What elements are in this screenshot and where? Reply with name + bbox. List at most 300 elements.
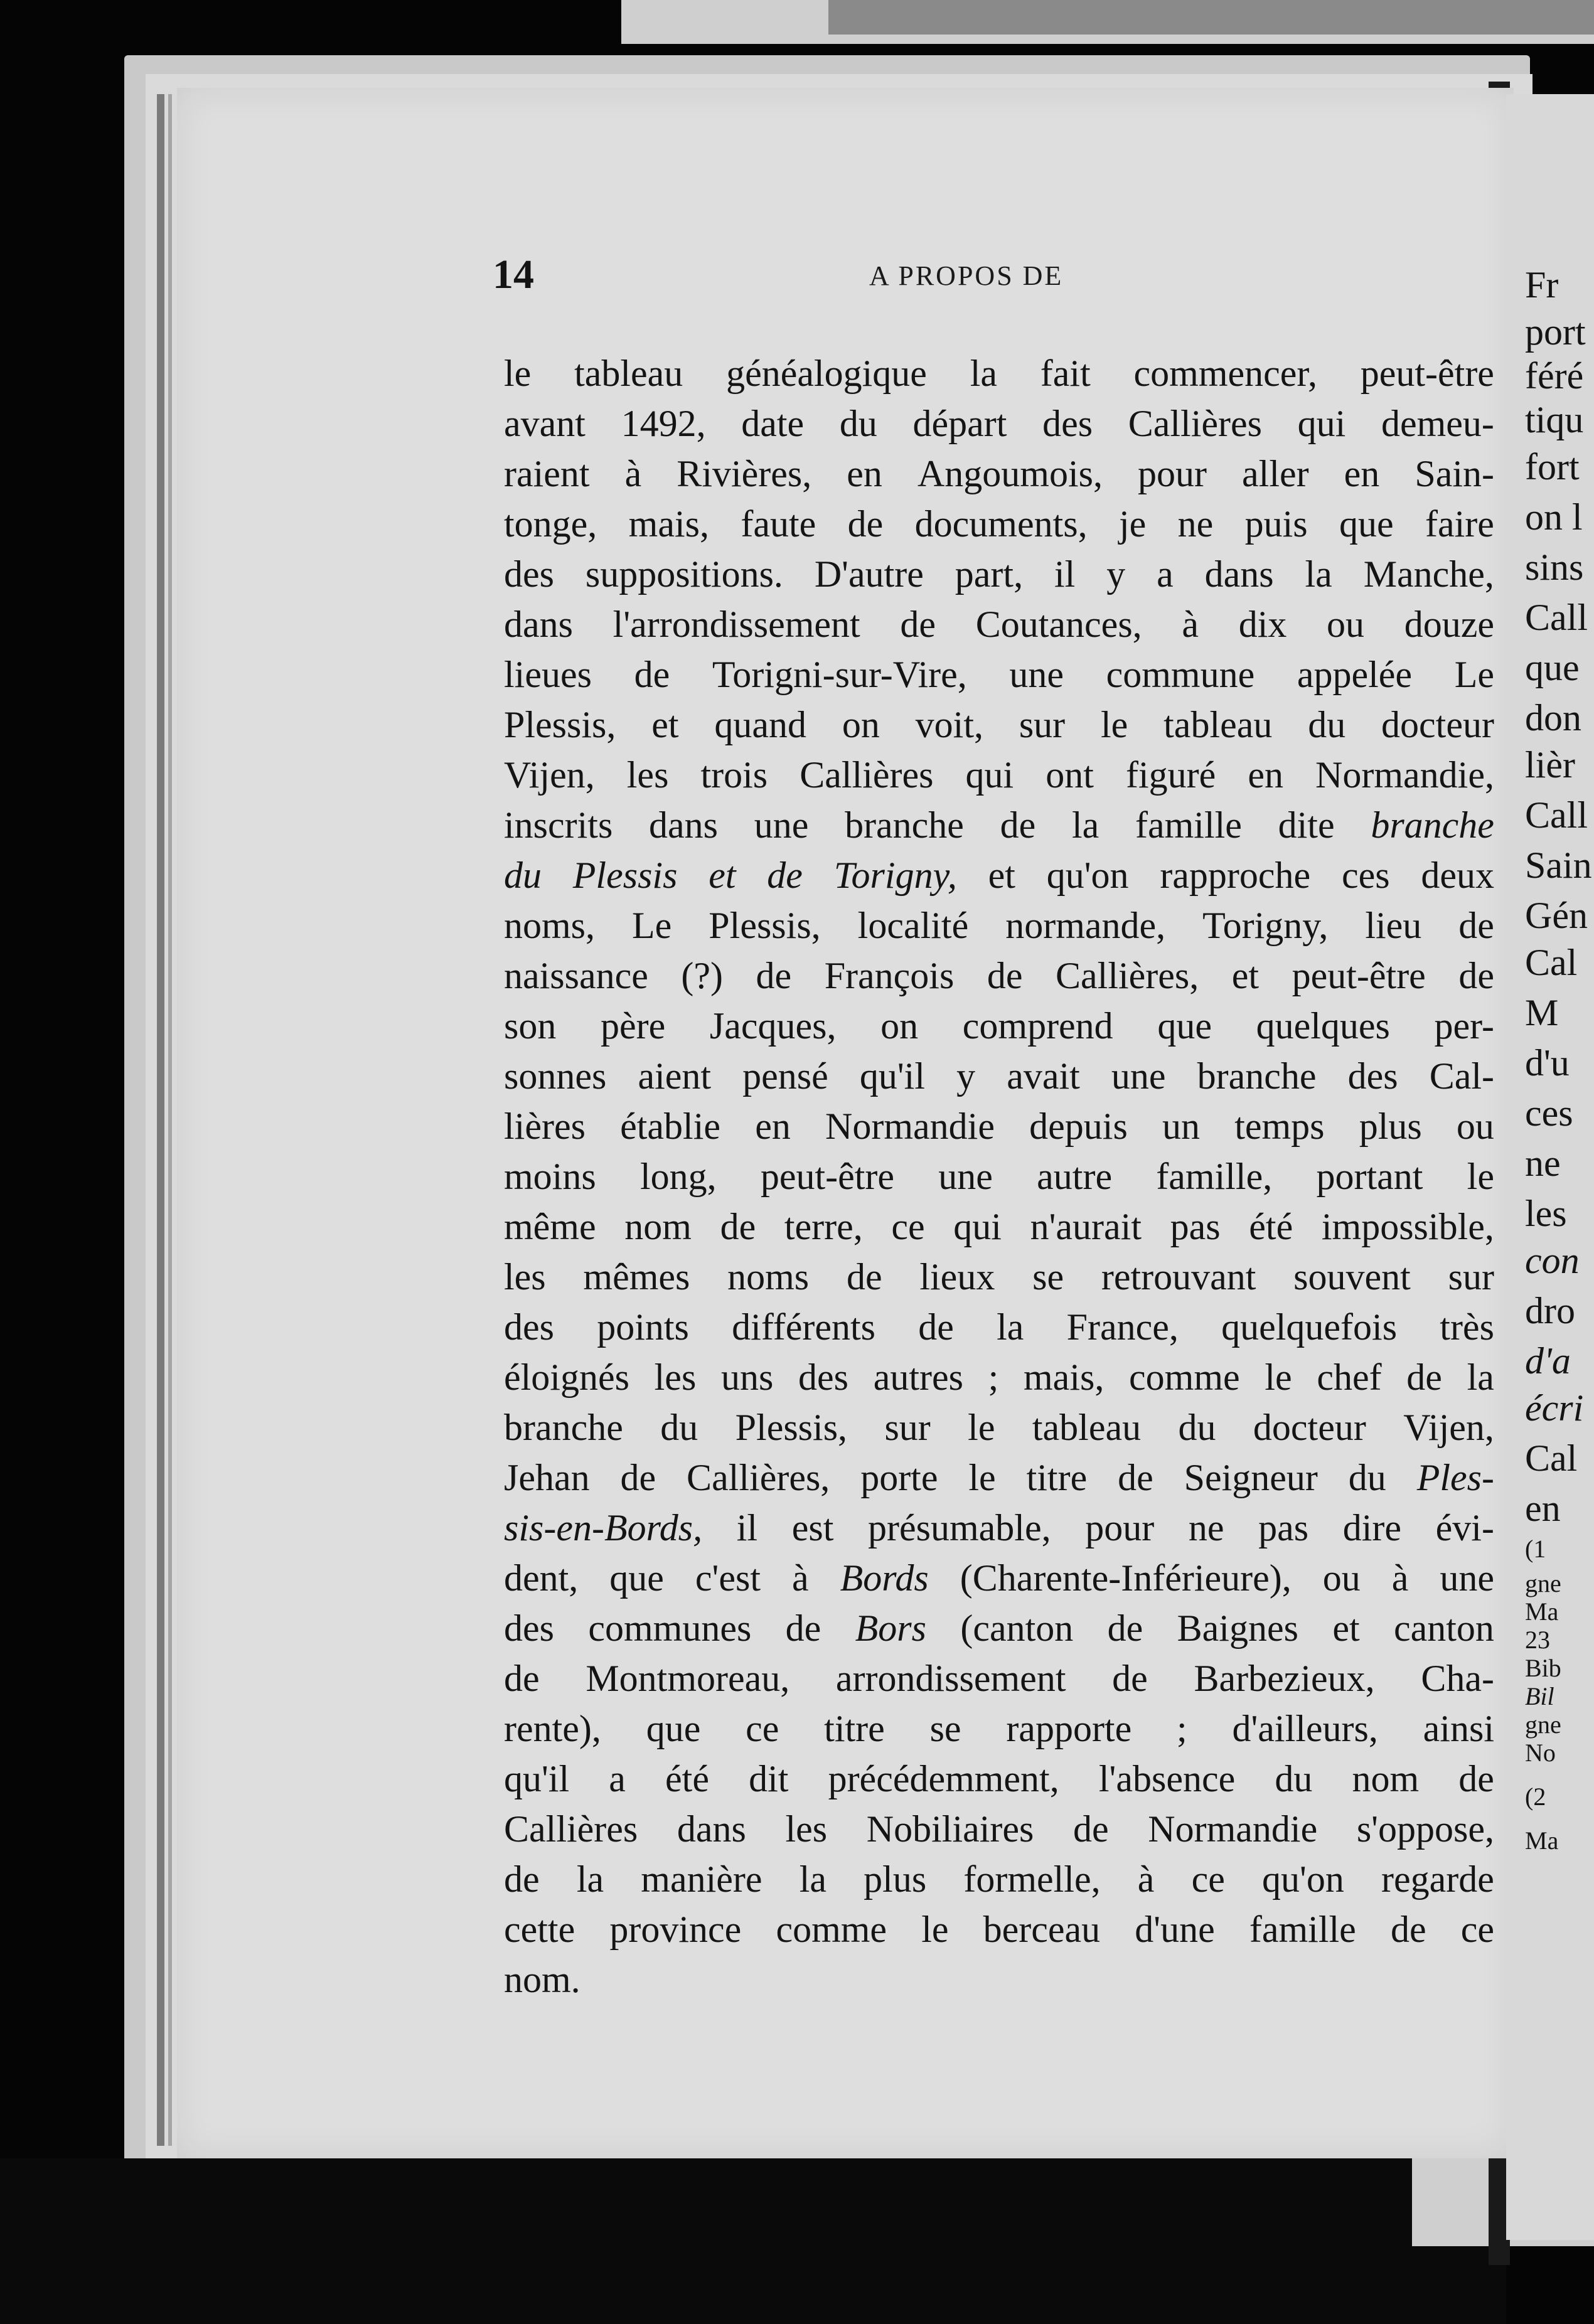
word: voit,	[915, 704, 983, 745]
word: Callières,	[687, 1457, 830, 1498]
word: la	[997, 1306, 1024, 1348]
word: dans	[677, 1808, 746, 1850]
word: quand	[714, 704, 806, 745]
facing-page-text-fragment: ces	[1525, 1092, 1573, 1134]
text-line	[504, 1402, 1494, 1452]
word: de	[1000, 804, 1036, 846]
word: qu'on	[1046, 855, 1129, 896]
word: une	[1009, 654, 1064, 695]
word: lieues	[504, 654, 592, 695]
text-line	[504, 800, 1494, 850]
word: Plessis,	[735, 1407, 848, 1448]
word: se	[1032, 1256, 1064, 1298]
word: temps	[1234, 1106, 1325, 1147]
word: qui	[953, 1206, 1002, 1247]
word: per-	[1434, 1005, 1494, 1047]
word: lieu	[1365, 905, 1422, 946]
word: ;	[988, 1357, 999, 1398]
word: Rivières,	[677, 453, 812, 494]
word: la	[576, 1858, 604, 1900]
word: de	[900, 604, 936, 645]
word: inscrits	[504, 804, 613, 846]
word: fait	[1040, 353, 1091, 394]
word: qu'on	[1262, 1858, 1344, 1900]
facing-page-text-fragment: en	[1525, 1488, 1561, 1529]
facing-page-text-fragment: Gén	[1525, 895, 1588, 936]
text-line	[504, 1503, 1494, 1553]
word: dent,	[504, 1557, 579, 1599]
word: y	[1106, 553, 1126, 595]
text-line	[504, 449, 1494, 499]
word: pas	[1170, 1206, 1221, 1247]
word: une	[1440, 1557, 1494, 1599]
word: le	[1265, 1357, 1292, 1398]
word: ou	[1456, 1106, 1494, 1147]
word: François	[824, 955, 955, 996]
word: Manche,	[1363, 553, 1494, 595]
body-text	[504, 348, 1494, 2005]
word: la	[1305, 553, 1332, 595]
word: précédemment,	[828, 1758, 1059, 1799]
word: comme	[1129, 1357, 1240, 1398]
word: à	[1391, 1557, 1409, 1599]
word: branche	[1371, 804, 1494, 846]
word: noms	[727, 1256, 810, 1298]
word: de	[1112, 1658, 1148, 1699]
word: quelques	[1256, 1005, 1390, 1047]
word: Cal-	[1429, 1055, 1494, 1097]
word: des	[798, 1357, 849, 1398]
word: son	[504, 1005, 557, 1047]
word: regarde	[1381, 1858, 1494, 1900]
word: y	[956, 1055, 976, 1097]
text-line	[504, 1202, 1494, 1252]
facing-page-text-fragment: d'a	[1525, 1340, 1571, 1382]
word: aient	[638, 1055, 712, 1097]
word: que	[1339, 503, 1394, 545]
word: le	[921, 1909, 949, 1950]
running-title: A PROPOS DE	[869, 260, 1064, 291]
word: Jehan	[504, 1457, 590, 1498]
word: pas	[1258, 1507, 1309, 1548]
word: nom	[624, 1206, 692, 1247]
facing-page-note-fragment: gne	[1525, 1710, 1561, 1739]
word: comme	[776, 1909, 887, 1950]
text-line	[504, 1252, 1494, 1302]
word: que	[609, 1557, 664, 1599]
word: Plessis,	[504, 704, 616, 745]
word: Torigni-sur-Vire,	[712, 654, 967, 695]
word: été	[1249, 1206, 1293, 1247]
word: père	[601, 1005, 666, 1047]
word: docteur	[1253, 1407, 1366, 1448]
word: une	[938, 1156, 993, 1197]
text-line	[504, 599, 1494, 649]
word: présumable,	[868, 1507, 1051, 1548]
word: de	[1107, 1607, 1143, 1649]
word: ce	[1460, 1909, 1494, 1950]
facing-page-text-fragment: d'u	[1525, 1042, 1570, 1084]
word: sonnes	[504, 1055, 607, 1097]
text-line	[504, 850, 1494, 900]
word: de	[846, 1256, 882, 1298]
word: de	[720, 1206, 756, 1247]
word: communes	[588, 1607, 752, 1649]
word: Plessis,	[709, 905, 821, 946]
word: ;	[1177, 1708, 1187, 1749]
text-line	[504, 1151, 1494, 1202]
word: douze	[1404, 604, 1494, 645]
text-line	[504, 1352, 1494, 1402]
text-line	[504, 1653, 1494, 1703]
word: l'absence	[1098, 1758, 1236, 1799]
word: date	[741, 403, 805, 444]
word: autre	[1037, 1156, 1113, 1197]
word: terre,	[784, 1206, 863, 1247]
facing-page-text-fragment: fort	[1525, 446, 1580, 488]
word: du	[504, 855, 542, 896]
word: même	[504, 1206, 596, 1247]
word: ce	[1191, 1858, 1225, 1900]
word: ce	[891, 1206, 925, 1247]
word: de	[767, 855, 803, 896]
facing-page-text-fragment: on l	[1525, 496, 1583, 538]
text-line	[504, 348, 1494, 398]
text-line	[504, 499, 1494, 549]
word: tableau	[1163, 704, 1273, 745]
text-line	[504, 1101, 1494, 1151]
facing-page-note-fragment: (2	[1525, 1783, 1546, 1811]
word: qui	[1297, 403, 1346, 444]
word: que	[646, 1708, 701, 1749]
word: Coutances,	[975, 604, 1142, 645]
word: qu'il	[504, 1758, 570, 1799]
word: a	[1157, 553, 1174, 595]
word: de	[1458, 1758, 1494, 1799]
text-line	[504, 1954, 1494, 2005]
page-edge-line	[157, 94, 164, 2146]
word: et	[709, 855, 736, 896]
word: les	[785, 1808, 828, 1850]
word: long,	[639, 1156, 717, 1197]
word: tonge,	[504, 503, 597, 545]
word: de	[987, 955, 1023, 996]
facing-page-text-fragment: M	[1525, 992, 1559, 1033]
facing-page-note-fragment: 23	[1525, 1626, 1550, 1654]
word: suppositions.	[585, 553, 783, 595]
facing-page-text-fragment: féré	[1525, 355, 1584, 397]
facing-page-note-fragment: Ma	[1525, 1597, 1559, 1626]
text-line	[504, 1452, 1494, 1503]
word: avant	[504, 403, 586, 444]
word: la	[799, 1858, 826, 1900]
word: Montmoreau,	[586, 1658, 790, 1699]
word: mais,	[1024, 1357, 1105, 1398]
word: titre	[824, 1708, 885, 1749]
word: figuré	[1126, 754, 1216, 796]
running-head	[493, 251, 1519, 307]
word: deux	[1421, 855, 1494, 896]
word: faute	[741, 503, 816, 545]
word: tableau	[1032, 1407, 1142, 1448]
text-line	[504, 951, 1494, 1001]
word: du	[660, 1407, 698, 1448]
word: plus	[1359, 1106, 1422, 1147]
word: documents,	[914, 503, 1088, 545]
word: commune	[1106, 654, 1255, 695]
text-line	[504, 900, 1494, 951]
word: de	[504, 1658, 540, 1699]
word: porte	[860, 1457, 938, 1498]
word: Normandie,	[1315, 754, 1494, 796]
word: tableau	[574, 353, 683, 394]
facing-page-text-fragment: Sain	[1525, 845, 1592, 886]
word: de	[1458, 905, 1494, 946]
word: plus	[864, 1858, 927, 1900]
word: branche	[1197, 1055, 1317, 1097]
word: en	[1344, 453, 1380, 494]
word: les	[654, 1357, 697, 1398]
word: Callières	[1128, 403, 1262, 444]
word: mêmes	[583, 1256, 690, 1298]
word: de	[504, 1858, 540, 1900]
word: établie	[620, 1106, 721, 1147]
text-line	[504, 1703, 1494, 1754]
word: branche	[845, 804, 964, 846]
word: puis	[1244, 503, 1308, 545]
word: ne	[1177, 503, 1214, 545]
word: Plessis	[572, 855, 678, 896]
text-line	[504, 700, 1494, 750]
word: ne	[1188, 1507, 1224, 1548]
text-line	[504, 398, 1494, 449]
word: du	[1178, 1407, 1216, 1448]
word: Vijen,	[1403, 1407, 1494, 1448]
word: autres	[873, 1357, 963, 1398]
word: demeu-	[1381, 403, 1494, 444]
word: ce	[746, 1708, 779, 1749]
word: de	[634, 654, 670, 695]
word: manière	[641, 1858, 762, 1900]
word: points	[597, 1306, 689, 1348]
word: de	[1073, 1808, 1109, 1850]
word: le	[1467, 1156, 1494, 1197]
word: est	[791, 1507, 834, 1548]
word: province	[609, 1909, 742, 1950]
word: dans	[1204, 553, 1274, 595]
word: à	[624, 453, 642, 494]
word: pensé	[742, 1055, 828, 1097]
facing-page-text-fragment: ne	[1525, 1143, 1561, 1184]
word: Ples-	[1416, 1457, 1494, 1498]
word: Callières	[800, 754, 934, 796]
text-line	[504, 1302, 1494, 1352]
facing-page-note-fragment: gne	[1525, 1569, 1561, 1597]
word: a	[609, 1758, 626, 1799]
facing-page-note-fragment: No	[1525, 1739, 1556, 1767]
word: de	[1458, 955, 1494, 996]
word: le	[504, 353, 532, 394]
word: sis-en-Bords,	[504, 1507, 703, 1548]
text-line	[504, 649, 1494, 700]
text-line	[504, 750, 1494, 800]
word: commencer,	[1133, 353, 1317, 394]
word: Callières	[504, 1808, 638, 1850]
word: Nobiliaires	[866, 1808, 1034, 1850]
word: de	[1118, 1457, 1153, 1498]
word: en	[847, 453, 882, 494]
text-line	[504, 1754, 1494, 1804]
word: Angoumois,	[917, 453, 1103, 494]
text-line	[504, 1001, 1494, 1051]
word: et	[651, 704, 679, 745]
word: un	[1162, 1106, 1200, 1147]
word: famille	[1249, 1909, 1356, 1950]
word: la	[1071, 804, 1099, 846]
word: uns	[720, 1357, 774, 1398]
facing-page-text-fragment: Fr	[1525, 264, 1559, 306]
word: se	[929, 1708, 961, 1749]
facing-page-text-fragment: sins	[1525, 546, 1584, 588]
facing-page-text-fragment: lièr	[1525, 744, 1575, 786]
word: du	[1308, 704, 1346, 745]
word: la	[1467, 1357, 1494, 1398]
word: France,	[1066, 1306, 1179, 1348]
word: dix	[1238, 604, 1287, 645]
word: pour	[1085, 1507, 1155, 1548]
word: qu'il	[859, 1055, 926, 1097]
word: (Charente-Inférieure),	[960, 1557, 1292, 1599]
word: le	[968, 1407, 995, 1448]
word: dans	[649, 804, 719, 846]
word: moins	[504, 1156, 596, 1197]
word: Torigny,	[833, 855, 957, 896]
word: depuis	[1029, 1106, 1128, 1147]
facing-page-text-fragment: port	[1525, 311, 1586, 353]
word: dans	[504, 604, 573, 645]
word: des	[504, 1607, 554, 1649]
facing-page-text-fragment: que	[1525, 647, 1580, 688]
word: trois	[700, 754, 768, 796]
word: différents	[732, 1306, 875, 1348]
word: Barbezieux,	[1194, 1658, 1375, 1699]
word: Vijen,	[504, 754, 595, 796]
word: Bors	[855, 1607, 927, 1649]
word: et	[1332, 1607, 1360, 1649]
word: lières	[504, 1106, 586, 1147]
word: (canton	[960, 1607, 1074, 1649]
word: et	[988, 855, 1015, 896]
word: une	[754, 804, 809, 846]
word: pour	[1138, 453, 1207, 494]
word: Jacques,	[709, 1005, 837, 1047]
word: des	[504, 553, 554, 595]
word: 1492,	[621, 403, 706, 444]
word: ou	[1327, 604, 1365, 645]
word: nom.	[504, 1959, 580, 2000]
page-number: 14	[493, 252, 534, 297]
word: nom	[1352, 1758, 1420, 1799]
facing-page-note-fragment: Bil	[1525, 1682, 1554, 1710]
word: lieux	[919, 1256, 995, 1298]
word: l'arrondissement	[612, 604, 860, 645]
word: Normandie	[1148, 1808, 1318, 1850]
word: naissance	[504, 955, 648, 996]
facing-page-note-fragment: (1	[1525, 1535, 1546, 1563]
facing-page-note-fragment: Ma	[1525, 1826, 1559, 1855]
word: de	[847, 503, 884, 545]
text-line	[504, 1804, 1494, 1854]
text-line	[504, 1603, 1494, 1653]
word: Bords	[840, 1557, 929, 1599]
word: faire	[1425, 503, 1494, 545]
facing-page-text-fragment: écri	[1525, 1387, 1584, 1429]
word: n'aurait	[1030, 1206, 1142, 1247]
word: sur	[1448, 1256, 1494, 1298]
word: Le	[1454, 654, 1494, 695]
word: sur	[884, 1407, 931, 1448]
word: localité	[857, 905, 969, 946]
word: avait	[1007, 1055, 1080, 1097]
facing-page-text-fragment: con	[1525, 1240, 1580, 1281]
word: et	[1231, 955, 1260, 996]
page-edge-line-light	[168, 94, 172, 2146]
word: arrondissement	[835, 1658, 1066, 1699]
word: les	[626, 754, 669, 796]
word: D'autre	[814, 553, 924, 595]
word: c'est	[695, 1557, 761, 1599]
word: les	[504, 1256, 546, 1298]
word: (?)	[681, 955, 724, 996]
facing-page-text-fragment: Cal	[1525, 1437, 1578, 1479]
word: Callières,	[1056, 955, 1199, 996]
facing-page-text-fragment: tiqu	[1525, 399, 1584, 440]
word: dire	[1342, 1507, 1402, 1548]
word: part,	[955, 553, 1024, 595]
word: titre	[1026, 1457, 1088, 1498]
facing-page-text-fragment: les	[1525, 1193, 1567, 1234]
word: de	[620, 1457, 656, 1498]
facing-page	[1506, 94, 1594, 2240]
word: de	[1390, 1909, 1426, 1950]
word: de	[1406, 1357, 1442, 1398]
word: la	[970, 353, 998, 394]
word: formelle,	[963, 1858, 1101, 1900]
word: famille,	[1156, 1156, 1273, 1197]
word: aller	[1242, 453, 1309, 494]
word: de	[756, 955, 792, 996]
word: il	[736, 1507, 758, 1548]
facing-page-text-fragment: don	[1525, 697, 1581, 738]
word: du	[839, 403, 877, 444]
word: canton	[1394, 1607, 1494, 1649]
word: en	[755, 1106, 791, 1147]
word: très	[1440, 1306, 1494, 1348]
word: que	[1157, 1005, 1212, 1047]
word: Baignes	[1177, 1607, 1298, 1649]
word: normande,	[1005, 905, 1166, 946]
word: rapporte	[1006, 1708, 1132, 1749]
word: qui	[965, 754, 1014, 796]
word: portant	[1316, 1156, 1423, 1197]
word: s'oppose,	[1356, 1808, 1494, 1850]
word: cette	[504, 1909, 575, 1950]
word: le	[1101, 704, 1128, 745]
word: évi-	[1435, 1507, 1494, 1548]
facing-page-text-fragment: Call	[1525, 794, 1588, 836]
word: rente),	[504, 1708, 601, 1749]
word: départ	[912, 403, 1007, 444]
